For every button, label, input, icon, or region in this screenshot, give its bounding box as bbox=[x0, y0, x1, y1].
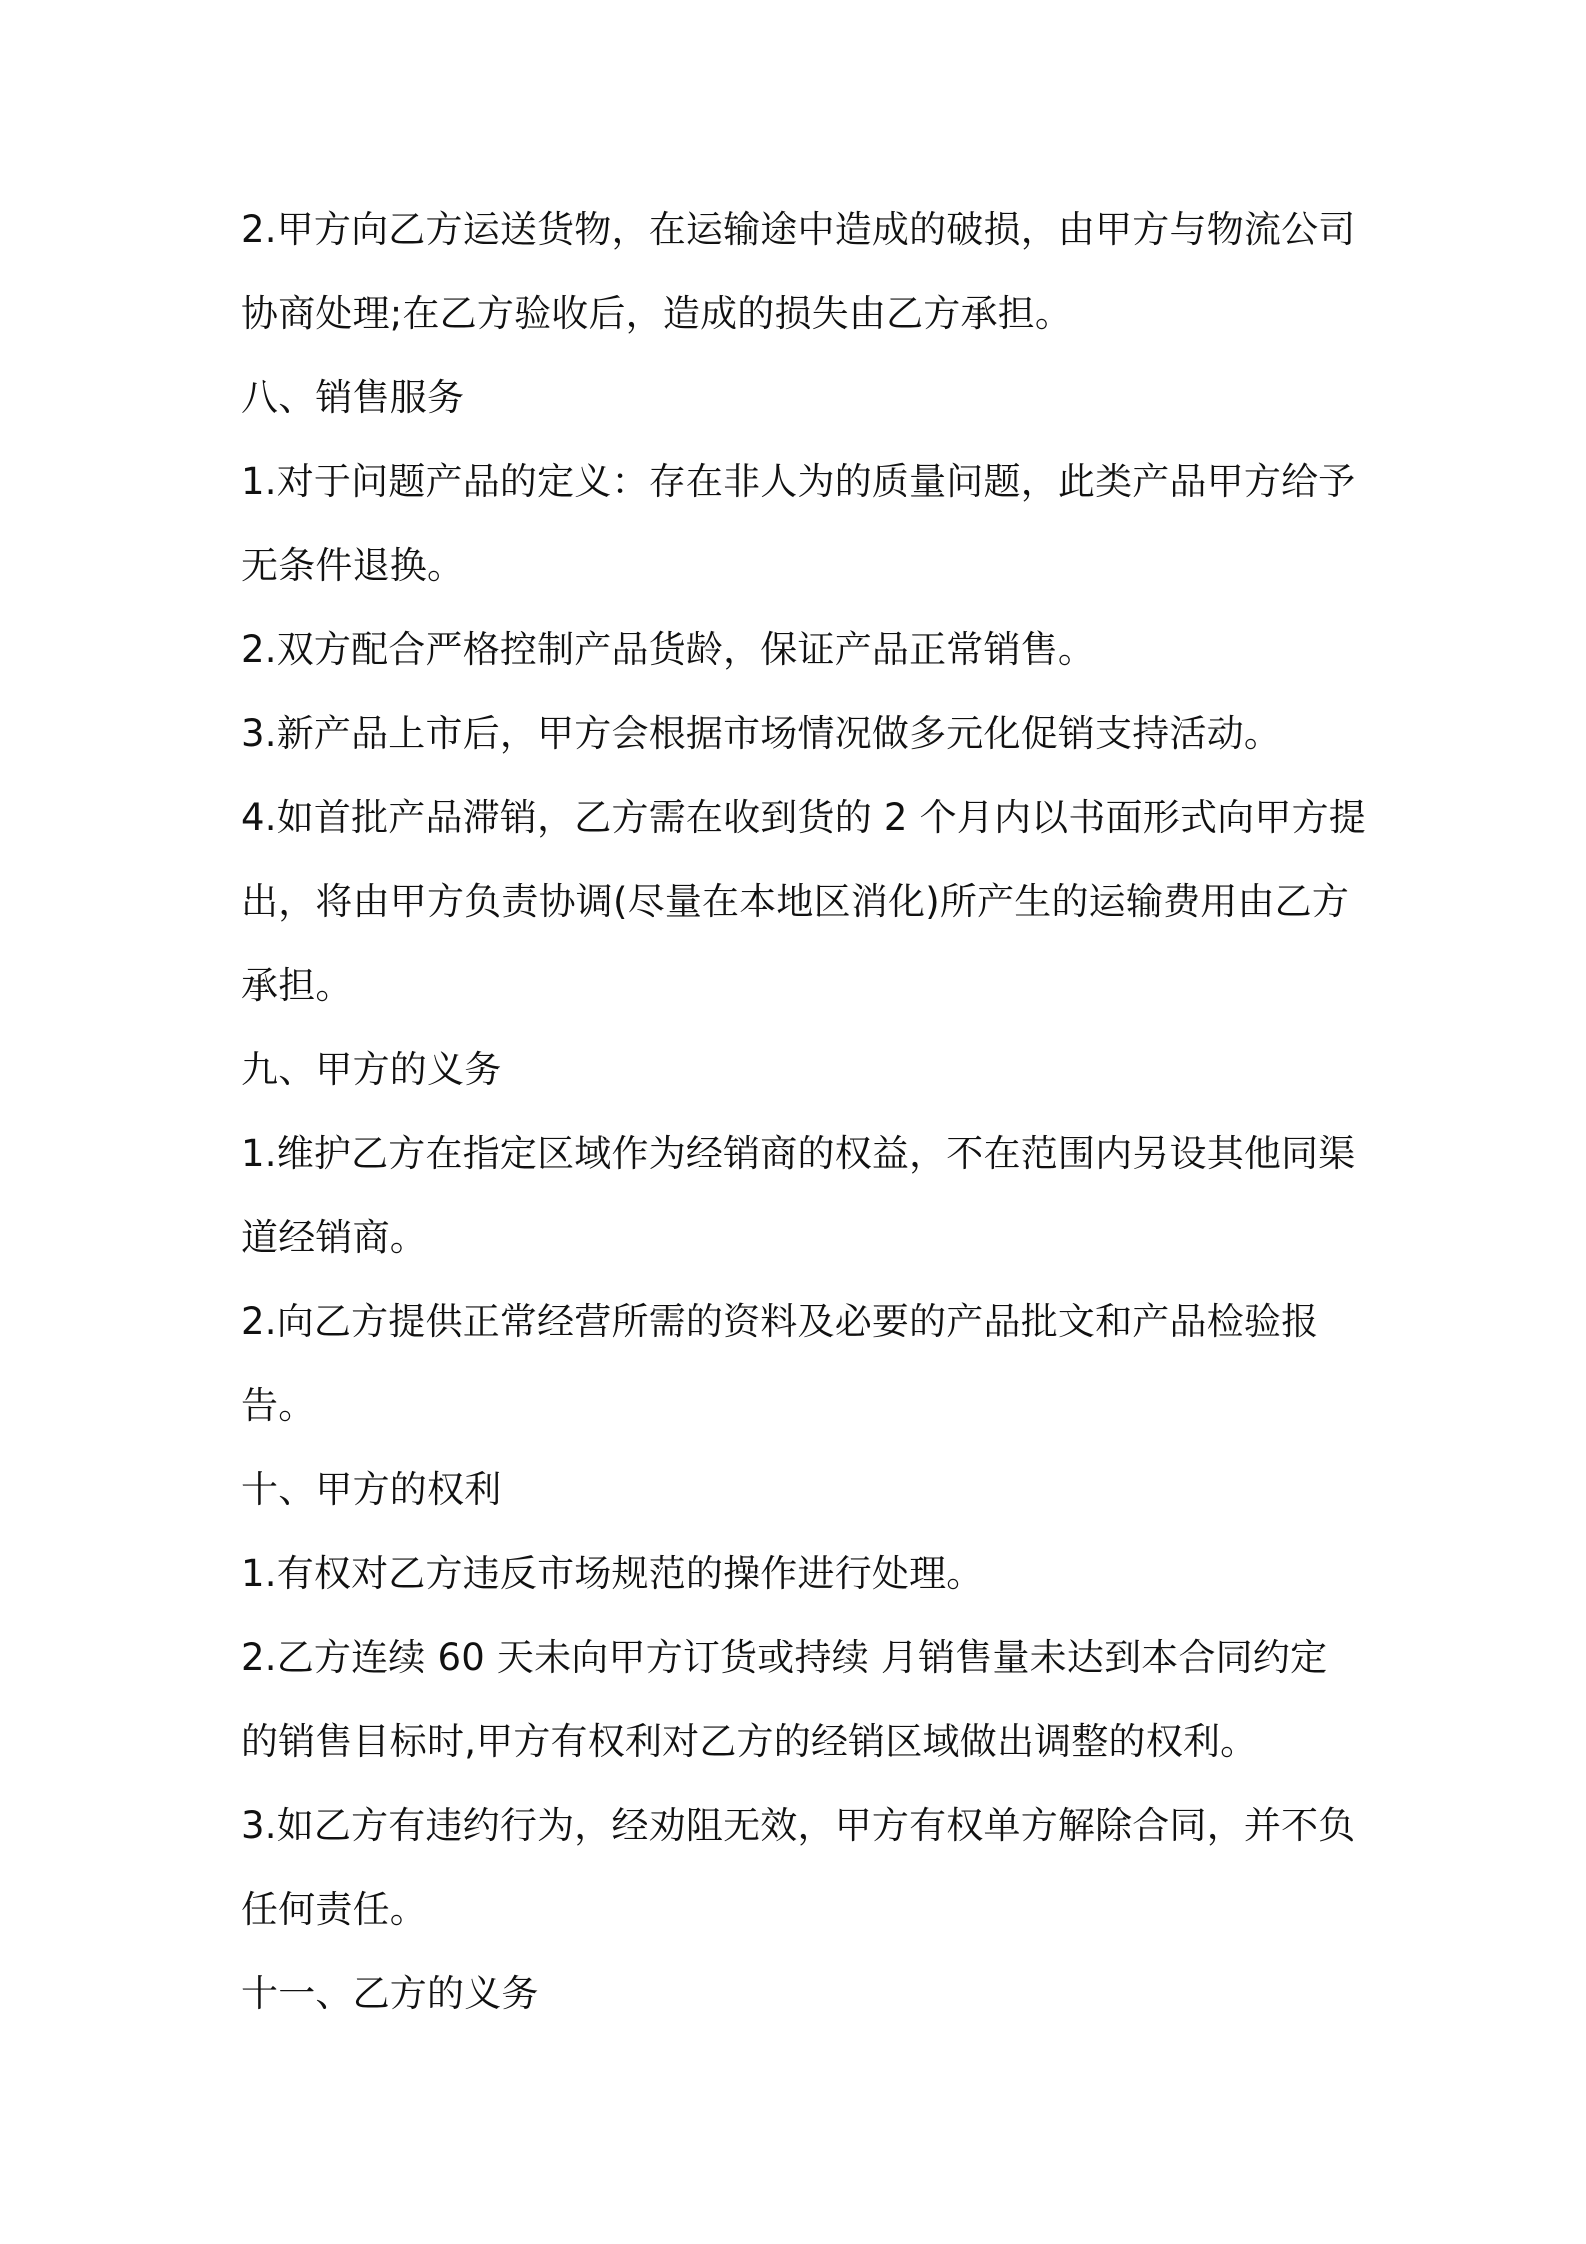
paragraph-line-18: 任何责任。 bbox=[241, 1888, 427, 1931]
paragraph-line-15: 2.乙方连续 60 天未向甲方订货或持续 月销售量未达到本合同约定 bbox=[241, 1636, 1328, 1679]
section-heading-sales-service: 八、销售服务 bbox=[241, 376, 465, 419]
paragraph-line-7: 4.如首批产品滞销，乙方需在收到货的 2 个月内以书面形式向甲方提 bbox=[241, 796, 1366, 839]
paragraph-line-17: 3.如乙方有违约行为，经劝阻无效，甲方有权单方解除合同，并不负 bbox=[241, 1804, 1356, 1847]
paragraph-line-11: 道经销商。 bbox=[241, 1216, 427, 1259]
paragraph-line-3: 1.对于问题产品的定义：存在非人为的质量问题，此类产品甲方给予 bbox=[241, 460, 1356, 503]
paragraph-line-4: 无条件退换。 bbox=[241, 544, 465, 587]
paragraph-line-10: 1.维护乙方在指定区域作为经销商的权益，不在范围内另设其他同渠 bbox=[241, 1132, 1356, 1175]
paragraph-line-12: 2.向乙方提供正常经营所需的资料及必要的产品批文和产品检验报 bbox=[241, 1300, 1319, 1343]
section-heading-party-b-obligations: 十一、乙方的义务 bbox=[241, 1972, 539, 2015]
section-heading-party-a-rights: 十、甲方的权利 bbox=[241, 1468, 502, 1511]
paragraph-line-9: 承担。 bbox=[241, 964, 353, 1007]
paragraph-line-2: 协商处理;在乙方验收后，造成的损失由乙方承担。 bbox=[241, 292, 1073, 335]
paragraph-line-16: 的销售目标时,甲方有权利对乙方的经销区域做出调整的权利。 bbox=[241, 1720, 1258, 1763]
paragraph-line-13: 告。 bbox=[241, 1384, 316, 1427]
section-heading-party-a-obligations: 九、甲方的义务 bbox=[241, 1048, 502, 1091]
paragraph-line-5: 2.双方配合严格控制产品货龄，保证产品正常销售。 bbox=[241, 628, 1096, 671]
paragraph-line-14: 1.有权对乙方违反市场规范的操作进行处理。 bbox=[241, 1552, 984, 1595]
paragraph-line-1: 2.甲方向乙方运送货物，在运输途中造成的破损，由甲方与物流公司 bbox=[241, 208, 1356, 251]
paragraph-line-8: 出，将由甲方负责协调(尽量在本地区消化)所产生的运输费用由乙方 bbox=[241, 880, 1350, 923]
paragraph-line-6: 3.新产品上市后，甲方会根据市场情况做多元化促销支持活动。 bbox=[241, 712, 1282, 755]
